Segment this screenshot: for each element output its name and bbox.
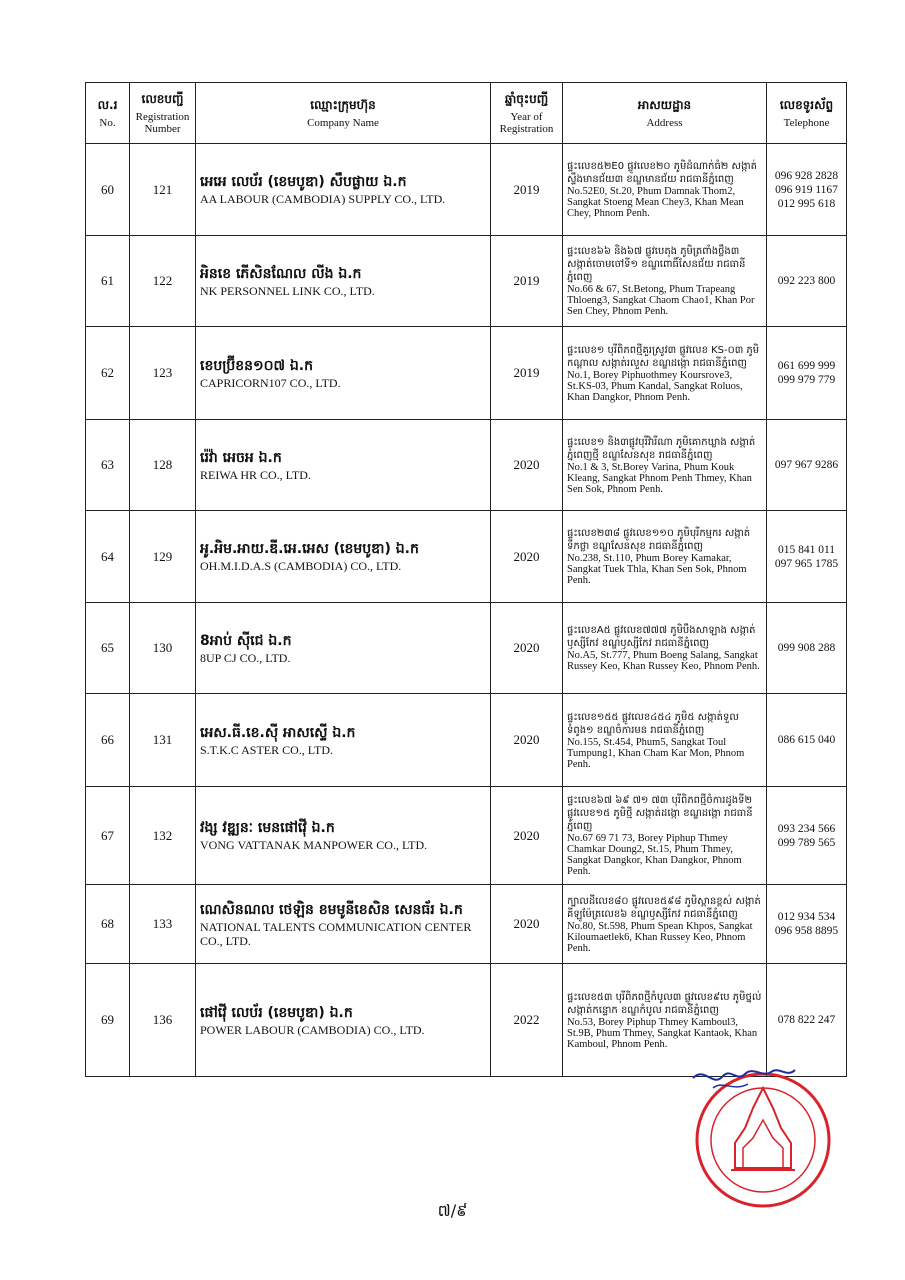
header-year: ឆ្នាំចុះបញ្ជី Year of Registration (491, 83, 563, 144)
telephone-number: 099 979 779 (777, 374, 836, 386)
company-name-cell (196, 236, 491, 327)
company-name-english: VONG VATTANAK MANPOWER CO., LTD. (200, 838, 428, 852)
telephone-number: 096 958 8895 (774, 925, 839, 937)
registration-year: 2019 (491, 144, 563, 236)
registration-year: 2020 (491, 694, 563, 787)
address-english: No.53, Borey Piphup Thmey Kamboul3, St.9B, Phum Thmey, Sangkat Kantaok, Khan Kamboul, Phnom Penh. (567, 1016, 758, 1050)
address-cell (563, 885, 767, 964)
registration-number: 128 (130, 420, 196, 511)
telephone-number: 099 908 288 (777, 642, 836, 654)
company-name-khmer: ខេបប្រ៊ីខន១០៧ ឯ.ក (200, 357, 314, 374)
registration-number: 131 (130, 694, 196, 787)
telephone-cell (767, 144, 847, 236)
table-row (86, 885, 847, 964)
registration-number: 130 (130, 603, 196, 694)
address-cell (563, 144, 767, 236)
registration-number: 136 (130, 964, 196, 1077)
telephone-number: 097 967 9286 (774, 459, 839, 471)
row-number: 64 (86, 511, 130, 603)
registration-number: 121 (130, 144, 196, 236)
address-cell (563, 787, 767, 885)
company-name-english: OH.M.I.D.A.S (CAMBODIA) CO., LTD. (200, 559, 402, 573)
address-cell (563, 420, 767, 511)
address-cell (563, 236, 767, 327)
row-number: 60 (86, 144, 130, 236)
address-english: No.238, St.110, Phum Borey Kamakar, Sangkat Tuek Thla, Khan Sen Sok, Phnom Penh. (567, 553, 747, 586)
telephone-cell (767, 787, 847, 885)
telephone-number: 086 615 040 (777, 734, 836, 746)
page-number: ៧/៩ (437, 1201, 468, 1220)
registration-year: 2022 (491, 964, 563, 1077)
header-company-name: ឈ្មោះក្រុមហ៊ុន Company Name (196, 83, 491, 144)
company-name-khmer: អូ.អិម.អាយ.ឌី.អេ.អេស (ខេមបូឌា) ឯ.ក (200, 541, 419, 557)
registration-year: 2020 (491, 787, 563, 885)
address-english: No.155, St.454, Phum5, Sangkat Toul Tumpung1, Khan Cham Kar Mon, Phnom Penh. (567, 736, 745, 770)
row-number: 69 (86, 964, 130, 1077)
company-name-khmer: វង្ស វឌ្ឍនៈ មេនផៅវ៉ើ ឯ.ក (200, 820, 335, 836)
registration-number: 122 (130, 236, 196, 327)
registration-year: 2019 (491, 327, 563, 420)
address-cell (563, 603, 767, 694)
header-address: អាសយដ្ឋាន Address (563, 83, 767, 144)
company-name-english: REIWA HR CO., LTD. (200, 467, 311, 482)
telephone-number: 012 995 618 (777, 197, 836, 210)
table-body (86, 144, 847, 1077)
table-row (86, 511, 847, 603)
company-name-english: NATIONAL TALENTS COMMUNICATION CENTER CO., LTD. (200, 919, 472, 948)
address-khmer: ផ្ទះលេខ១៥៥ ផ្លូវលេខ៤៥៤ ភូមិ៥ សង្កាត់ទួលទំពូង១ ខណ្ឌចំការមន រាជធានីភ្នំពេញ (567, 711, 739, 736)
telephone-number: 093 234 566 (777, 822, 836, 835)
telephone-number: 015 841 011 (777, 543, 836, 556)
table-row (86, 694, 847, 787)
company-name-khmer: រ៉េវ៉ា អេចអ ឯ.ក (200, 449, 282, 466)
company-name-cell (196, 511, 491, 603)
address-khmer: ផ្ទះលេខ១ បុរីពិភពថ្មីគួរស្រូវ៣ ផ្លូវលេខ KS-០៣ ភូមិកណ្តាល សង្កាត់រលួស ខណ្ឌដង្កោ រាជធានីភ្នំពេញ (567, 344, 760, 369)
telephone-cell (767, 885, 847, 964)
company-name-khmer: អិនខេ ភើសិនណែល លីង ឯ.ក (200, 265, 362, 282)
company-name-khmer: អេស.ធី.ខេ.ស៊ី អាសស្ទើ ឯ.ក (200, 724, 356, 741)
company-name-english: POWER LABOUR (CAMBODIA) CO., LTD. (200, 1022, 425, 1037)
telephone-number: 012 934 534 (777, 911, 836, 923)
telephone-number: 061 699 999 (777, 360, 836, 372)
telephone-number: 078 822 247 (777, 1014, 836, 1026)
company-name-english: CAPRICORN107 CO., LTD. (200, 375, 341, 390)
row-number: 67 (86, 787, 130, 885)
company-name-english: NK PERSONNEL LINK CO., LTD. (200, 283, 375, 298)
header-row (86, 83, 847, 144)
telephone-cell (767, 327, 847, 420)
company-name-cell (196, 144, 491, 236)
address-english: No.A5, St.777, Phum Boeng Salang, Sangkat Russey Keo, Khan Russey Keo, Phnom Penh. (567, 650, 760, 672)
registry-table (85, 82, 847, 1077)
address-khmer: ផ្ទះលេខ៦៦ និង៦៧ ផ្លូវបេតុង ភូមិត្រពាំងថ្លឹង៣ សង្កាត់ចោមចៅទី១ ខណ្ឌពោធិ៍សែនជ័យ រាជធានីភ្នំពេញ (567, 246, 746, 283)
registration-year: 2020 (491, 603, 563, 694)
address-english: No.1, Borey Piphuothmey Koursrove3, St.KS-03, Phum Kandal, Sangkat Roluos, Khan Dangkor, Phnom Penh. (567, 369, 743, 403)
company-name-english: AA LABOUR (CAMBODIA) SUPPLY CO., LTD. (200, 192, 446, 206)
table-row (86, 236, 847, 327)
registration-year: 2020 (491, 420, 563, 511)
company-name-cell (196, 787, 491, 885)
registration-year: 2020 (491, 511, 563, 603)
address-cell (563, 327, 767, 420)
header-no: ល.រ No. (86, 83, 130, 144)
company-name-khmer: ណេសិនណល ថេឡិន ខមមូនីខេសិន សេនធ័រ ឯ.ក (200, 901, 463, 918)
company-name-khmer: ផៅវ៉ើ លេប័រ (ខេមបូឌា) ឯ.ក (200, 1004, 353, 1021)
telephone-cell (767, 236, 847, 327)
address-english: No.1 & 3, St.Borey Varina, Phum Kouk Kleang, Sangkat Phnom Penh Thmey, Khan Sen Sok, Phnom Penh. (567, 461, 752, 495)
row-number: 63 (86, 420, 130, 511)
address-english: No.52E0, St.20, Phum Damnak Thom2, Sangkat Stoeng Mean Chey3, Khan Mean Chey, Phnom Penh. (567, 186, 744, 219)
row-number: 66 (86, 694, 130, 787)
company-name-english: 8UP CJ CO., LTD. (200, 650, 291, 665)
address-khmer: ផ្ទះលេខA៥ ផ្លូវលេខ៧៧៧ ភូមិបឹងសាឡាង សង្កាត់ឫស្សីកែវ ខណ្ឌឫស្សីកែវ រាជធានីភ្នំពេញ (567, 625, 756, 649)
registration-number: 133 (130, 885, 196, 964)
table-row (86, 144, 847, 236)
company-name-cell (196, 964, 491, 1077)
telephone-number: 092 223 800 (777, 275, 836, 287)
table-row (86, 787, 847, 885)
telephone-number: 099 789 565 (777, 836, 836, 849)
registration-number: 132 (130, 787, 196, 885)
company-name-cell (196, 420, 491, 511)
company-name-khmer: 8អាប់ ស៊ីជេ ឯ.ក (200, 632, 292, 649)
header-telephone: លេខទូរស័ព្ទ Telephone (767, 83, 847, 144)
company-name-cell (196, 327, 491, 420)
address-khmer: ផ្ទះលេខ១ និង៣ផ្លូវបុរីវ៉ារីណា ភូមិគោកឃ្លាង សង្កាត់ភ្នំពេញថ្មី ខណ្ឌសែនសុខ រាជធានីភ្នំពេញ (567, 436, 756, 461)
company-name-cell (196, 694, 491, 787)
address-khmer: ក្បាលដីលេខ៨០ ផ្លូវលេខ៥៩៨ ភូមិស្ពានខ្ពស់ សង្កាត់គីឡូម៉ែត្រលេខ៦ ខណ្ឌឫស្សីកែវ រាជធានីភ្នំពេញ (567, 895, 761, 920)
official-seal-stamp (653, 1048, 843, 1208)
company-name-english: S.T.K.C ASTER CO., LTD. (200, 742, 334, 757)
registration-year: 2019 (491, 236, 563, 327)
registration-number: 123 (130, 327, 196, 420)
registration-year: 2020 (491, 885, 563, 964)
telephone-number: 096 928 2828 (774, 169, 839, 182)
address-english: No.80, St.598, Phum Spean Khpos, Sangkat Kiloumaetlek6, Khan Russey Keo, Phnom Penh. (567, 920, 753, 954)
address-khmer: ផ្ទះលេខ២៣៨ ផ្លូវលេខ១១០ ភូមិបុរីកម្មករ សង្កាត់ទឹកថ្លា ខណ្ឌសែនសុខ រាជធានីភ្នំពេញ (567, 528, 751, 552)
row-number: 68 (86, 885, 130, 964)
company-name-cell (196, 603, 491, 694)
table-row (86, 603, 847, 694)
address-cell (563, 511, 767, 603)
row-number: 61 (86, 236, 130, 327)
address-khmer: ផ្ទះលេខ៥២E0 ផ្លូវលេខ២០ ភូមិដំណាក់ធំ២ សង្កាត់ស្ទឹងមានជ័យ៣ ខណ្ឌមានជ័យ រាជធានីភ្នំពេញ (567, 161, 757, 185)
row-number: 62 (86, 327, 130, 420)
address-english: No.67 69 71 73, Borey Piphup Thmey Chamkar Doung2, St.15, Phum Thmey, Sangkat Dangkor, Khan Dangkor, Phnom Penh. (567, 833, 742, 877)
telephone-cell (767, 511, 847, 603)
telephone-cell (767, 694, 847, 787)
table-row (86, 420, 847, 511)
address-khmer: ផ្ទះលេខ៥៣ បុរីពិភពថ្មីកំបូល៣ ផ្លូវលេខ៩បេ ភូមិថ្នល់ សង្កាត់កន្ទោក ខណ្ឌកំបូល រាជធានីភ្នំពេញ (567, 991, 762, 1016)
telephone-cell (767, 603, 847, 694)
row-number: 65 (86, 603, 130, 694)
telephone-cell (767, 420, 847, 511)
address-english: No.66 & 67, St.Betong, Phum Trapeang Thloeng3, Sangkat Chaom Chao1, Khan Por Sen Chey, Phnom Penh. (567, 284, 755, 317)
header-registration-number: លេខបញ្ជី Registration Number (130, 83, 196, 144)
telephone-number: 096 919 1167 (775, 183, 838, 196)
address-cell (563, 694, 767, 787)
table-row (86, 327, 847, 420)
address-khmer: ផ្ទះលេខ៦៧ ៦៩ ៧១ ៧៣ បុរីពិភពថ្មីចំការដូងទី២ ផ្លូវលេខ១៥ ភូមិថ្មី សង្កាត់ដង្កោ ខណ្ឌដង្កោ រាជធានីភ្នំពេញ (567, 795, 753, 832)
telephone-number: 097 965 1785 (774, 557, 839, 570)
registration-number: 129 (130, 511, 196, 603)
company-name-cell (196, 885, 491, 964)
company-name-khmer: អេអេ លេប័រ (ខេមបូឌា) សឹបផ្លាយ ឯ.ក (200, 174, 407, 190)
